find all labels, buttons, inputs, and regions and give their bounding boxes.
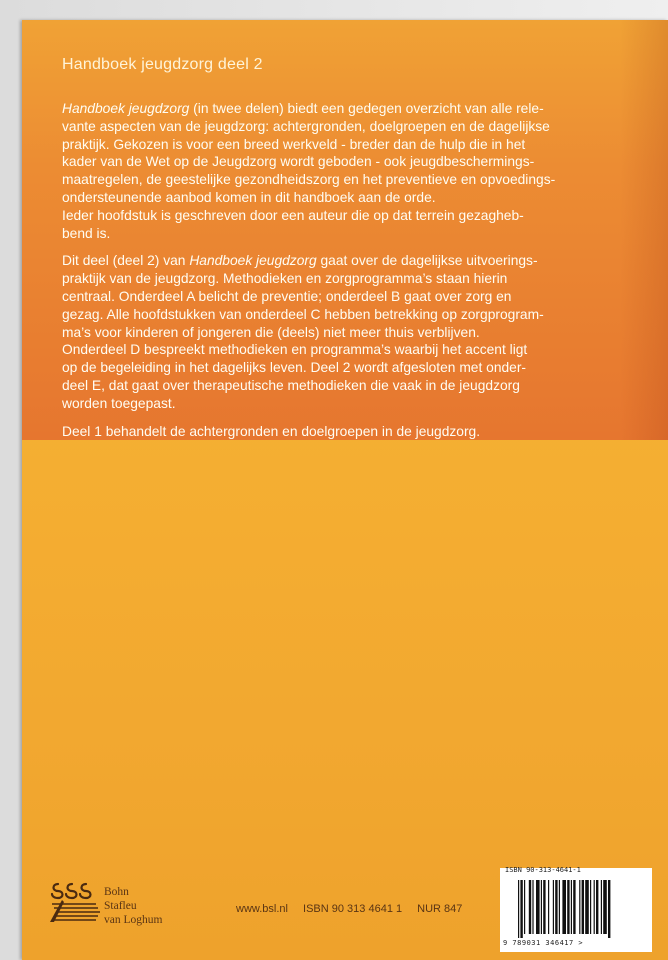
isbn-text: ISBN 90 313 4641 1 xyxy=(303,903,403,915)
barcode-bar xyxy=(573,880,575,934)
barcode-bar xyxy=(601,880,602,934)
text-line: bend is. xyxy=(62,225,111,241)
text-line: (in twee delen) biedt een gedegen overzicht van alle rele- xyxy=(189,101,544,116)
description-text xyxy=(62,100,622,440)
barcode-isbn-label: ISBN 90-313-4641-1 xyxy=(505,866,581,874)
footer-info xyxy=(236,903,474,915)
barcode-bar xyxy=(553,880,554,934)
text-line: worden toegepast. xyxy=(62,395,176,411)
text-line: ondersteunende aanbod komen in dit handboek aan de orde. xyxy=(62,189,436,205)
publisher-name xyxy=(104,885,162,927)
text-line: maatregelen, de geestelijke gezondheidszorg en het preventieve en opvoedings- xyxy=(62,172,556,188)
barcode-bar xyxy=(524,880,525,934)
barcode-bar xyxy=(582,880,584,934)
text-line: kader van de Wet op de Jeugdzorg wordt geboden - ook jeugdbeschermings- xyxy=(62,154,535,170)
cover-title: Handboek jeugdzorg deel 2 xyxy=(62,56,263,73)
barcode-bar xyxy=(567,880,569,934)
barcode-digits: 9 789031 346417 > xyxy=(503,939,584,947)
barcode-bar xyxy=(559,880,560,934)
text-italic: Handboek jeugdzorg xyxy=(62,101,190,116)
text-line: Ieder hoofdstuk is geschreven door een auteur die op dat terrein gezagheb- xyxy=(62,207,524,223)
text-line: Deel 1 behandelt de achtergronden en doelgroepen in de jeugdzorg. xyxy=(62,423,481,439)
barcode-bar xyxy=(543,880,545,934)
text-line: centraal. Onderdeel A belicht de preventie; onderdeel B gaat over zorg en xyxy=(62,288,512,304)
text-line: deel E, dat gaat over therapeutische methodieken die vaak in de jeugdzorg xyxy=(62,377,520,393)
barcode-bar xyxy=(579,880,580,934)
text-line: praktijk van de jeugdzorg. Methodieken en zorgprogramma’s staan hierin xyxy=(62,271,508,287)
paragraph-3 xyxy=(62,423,622,441)
barcode-bar xyxy=(529,880,531,934)
barcode-bar xyxy=(596,880,598,934)
barcode-bar xyxy=(585,880,589,934)
text-italic: Handboek jeugdzorg xyxy=(189,253,317,269)
paragraph-1 xyxy=(62,100,622,242)
barcode-icon xyxy=(518,880,644,938)
barcode-bar xyxy=(603,880,607,934)
barcode-bar xyxy=(520,880,522,938)
bsl-logo-icon xyxy=(48,880,104,924)
publisher-line: Bohn xyxy=(104,886,129,898)
text-line: vante aspecten van de jeugdzorg: achtergronden, doelgroepen en de dagelijkse xyxy=(62,118,550,134)
barcode-bar xyxy=(571,880,572,934)
paragraph-2 xyxy=(62,252,622,412)
text-line: gezag. Alle hoofdstukken van onderdeel C hebben betrekking op zorgprogram- xyxy=(62,306,544,322)
barcode-bar xyxy=(536,880,540,934)
barcode-bar xyxy=(518,880,519,938)
publisher-line: Stafleu xyxy=(104,900,137,912)
barcode-bar xyxy=(608,880,610,938)
barcode-bar xyxy=(532,880,533,934)
barcode-bar xyxy=(590,880,591,934)
nur-code: NUR 847 xyxy=(417,903,463,915)
text-line: op de begeleiding in het dagelijks leven. Deel 2 wordt afgesloten met onder- xyxy=(62,360,527,376)
text-line: Dit deel (deel 2) van xyxy=(62,253,190,269)
barcode-bar xyxy=(562,880,566,934)
text-line: praktijk. Gekozen is voor een breed werkveld - breder dan de hulp die in het xyxy=(62,136,526,152)
barcode-bar xyxy=(594,880,595,934)
barcode-bar xyxy=(548,880,549,934)
text-line: gaat over de dagelijkse uitvoerings- xyxy=(316,253,538,269)
barcode-bar xyxy=(555,880,557,934)
text-line: ma’s voor kinderen of jongeren die (deels) niet meer thuis verblijven. xyxy=(62,324,480,340)
website-link[interactable]: www.bsl.nl xyxy=(236,903,288,915)
publisher-line: van Loghum xyxy=(104,914,163,926)
barcode-bar xyxy=(541,880,542,934)
text-line: Onderdeel D bespreekt methodieken en programma’s waarbij het accent ligt xyxy=(62,342,528,358)
